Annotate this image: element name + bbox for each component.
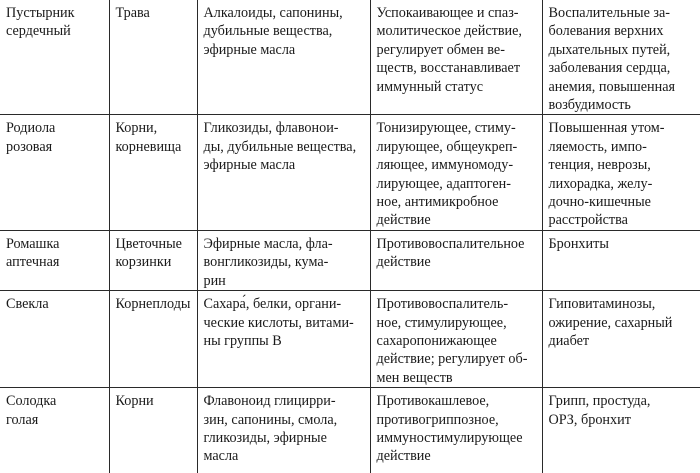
cell-text-line: ляющее, иммуномоду- xyxy=(376,157,514,174)
cell-text-line: Эфирные масла, фла- xyxy=(203,235,333,252)
cell-text-line: Родиола xyxy=(6,120,56,137)
cell-text-line: ны группы В xyxy=(203,332,282,349)
cell-text-line: Бронхиты xyxy=(548,235,609,252)
cell-text-line: ческие кислоты, витами- xyxy=(203,314,354,331)
cell-text-line: ное, антимикробное xyxy=(376,194,499,211)
plant-name-cell xyxy=(0,291,109,388)
table-row xyxy=(0,230,700,290)
cell-text-line: Гиповитаминозы, xyxy=(548,296,656,313)
cell-text-line: противогриппозное, xyxy=(376,411,499,428)
cell-text-line: ляемость, импо- xyxy=(548,138,647,155)
cell-text-line: возбудимость xyxy=(548,97,631,114)
cell-text-line: зин, сапонины, смола, xyxy=(203,411,338,428)
plant-name-cell xyxy=(0,115,109,230)
table-row xyxy=(0,115,700,230)
cell-text-line: действие xyxy=(376,212,431,229)
cell-text-line: Свекла xyxy=(6,296,49,313)
cell-text-line: Корнеплоды xyxy=(115,296,191,313)
cell-text-line: ное, стимулирующее, xyxy=(376,314,507,331)
cell-text-line: Сахара́, белки, органи- xyxy=(203,296,342,313)
cell-text-line: молитическое действие, xyxy=(376,23,522,40)
cell-text-line: сердечный xyxy=(6,23,71,40)
cell-text-line: гликозиды, эфирные xyxy=(203,429,327,446)
cell-text-line: действие; регулирует об- xyxy=(376,351,528,368)
cell-text-line: масла xyxy=(203,448,239,465)
table-row xyxy=(0,0,700,115)
cell-text-line: диабет xyxy=(548,332,590,349)
indications-cell xyxy=(542,230,700,290)
cell-text-line: Противокашлевое, xyxy=(376,393,490,410)
cell-text-line: Противовоспалитель- xyxy=(376,296,509,313)
cell-text-line: Тонизирующее, стиму- xyxy=(376,120,516,137)
cell-text-line: ОРЗ, бронхит xyxy=(548,411,631,428)
table-row xyxy=(0,291,700,388)
cell-text-line: Воспалительные за- xyxy=(548,5,671,21)
cell-text-line: заболевания сердца, xyxy=(548,60,671,77)
cell-text-line: дочно-кишечные xyxy=(548,194,651,211)
plant-name-cell xyxy=(0,388,109,473)
cell-text-line: Повышенная утом- xyxy=(548,120,665,137)
cell-text-line: ществ, восстанавливает xyxy=(376,60,521,77)
plant-part-cell xyxy=(109,115,197,230)
active-substances-cell xyxy=(197,0,370,115)
cell-text-line: Цветочные xyxy=(115,235,182,252)
table-row xyxy=(0,388,700,473)
cell-text-line: Алкалоиды, сапонины, xyxy=(203,5,343,21)
cell-text-line: иммунный статус xyxy=(376,78,484,95)
active-substances-cell xyxy=(197,230,370,290)
cell-text-line: корневища xyxy=(115,138,182,155)
cell-text-line: лирующее, адаптоген- xyxy=(376,175,511,192)
cell-text-line: дыхательных путей, xyxy=(548,41,671,58)
pharmacological-action-cell xyxy=(370,291,542,388)
plant-part-cell xyxy=(109,0,197,115)
pharmacological-action-cell xyxy=(370,115,542,230)
cell-text-line: ды, дубильные вещества, xyxy=(203,138,357,155)
plant-part-cell xyxy=(109,230,197,290)
cell-text-line: Грипп, простуда, xyxy=(548,393,651,410)
cell-text-line: ожирение, сахарный xyxy=(548,314,673,331)
cell-text-line: Флавоноид глицирри- xyxy=(203,393,336,410)
cell-text-line: действие xyxy=(376,254,431,271)
cell-text-line: голая xyxy=(6,411,39,428)
cell-text-line: иммуностимулирующее xyxy=(376,429,523,446)
active-substances-cell xyxy=(197,115,370,230)
cell-text-line: Корни xyxy=(115,393,154,410)
pharmacological-action-cell xyxy=(370,230,542,290)
cell-text-line: Корни, xyxy=(115,120,158,137)
indications-cell xyxy=(542,291,700,388)
cell-text-line: Успокаивающее и спаз- xyxy=(376,5,519,21)
cell-text-line: действие xyxy=(376,448,431,465)
pharmacological-action-cell xyxy=(370,0,542,115)
cell-text-line: расстройства xyxy=(548,212,628,229)
plant-part-cell xyxy=(109,388,197,473)
indications-cell xyxy=(542,115,700,230)
indications-cell xyxy=(542,0,700,115)
active-substances-cell xyxy=(197,291,370,388)
cell-text-line: вонгликозиды, кума- xyxy=(203,254,329,271)
cell-text-line: Солодка xyxy=(6,393,57,410)
cell-text-line: тенция, неврозы, xyxy=(548,157,651,174)
cell-text-line: рин xyxy=(203,272,226,289)
plant-part-cell xyxy=(109,291,197,388)
cell-text-line: Противовоспалительное xyxy=(376,235,525,252)
cell-text-line: лирующее, общеукреп- xyxy=(376,138,518,155)
cell-text-line: дубильные вещества, xyxy=(203,23,333,40)
cell-text-line: Гликозиды, флавонои- xyxy=(203,120,339,137)
cell-text-line: болевания верхних xyxy=(548,23,664,40)
cell-text-line: мен веществ xyxy=(376,369,453,386)
plant-name-cell xyxy=(0,230,109,290)
active-substances-cell xyxy=(197,388,370,473)
cell-text-line: Пустырник xyxy=(6,5,75,21)
cell-text-line: эфирные масла xyxy=(203,41,296,58)
pharmacological-action-cell xyxy=(370,388,542,473)
cell-text-line: регулирует обмен ве- xyxy=(376,41,505,58)
cell-text-line: сахаропонижающее xyxy=(376,332,497,349)
cell-text-line: корзинки xyxy=(115,254,172,271)
cell-text-line: анемия, повышенная xyxy=(548,78,676,95)
indications-cell xyxy=(542,388,700,473)
cell-text-line: лихорадка, желу- xyxy=(548,175,653,192)
cell-text-line: Ромашка xyxy=(6,235,60,252)
cell-text-line: Трава xyxy=(115,5,150,21)
cell-text-line: аптечная xyxy=(6,254,60,271)
plant-name-cell xyxy=(0,0,109,115)
cell-text-line: эфирные масла xyxy=(203,157,296,174)
cell-text-line: розовая xyxy=(6,138,53,155)
